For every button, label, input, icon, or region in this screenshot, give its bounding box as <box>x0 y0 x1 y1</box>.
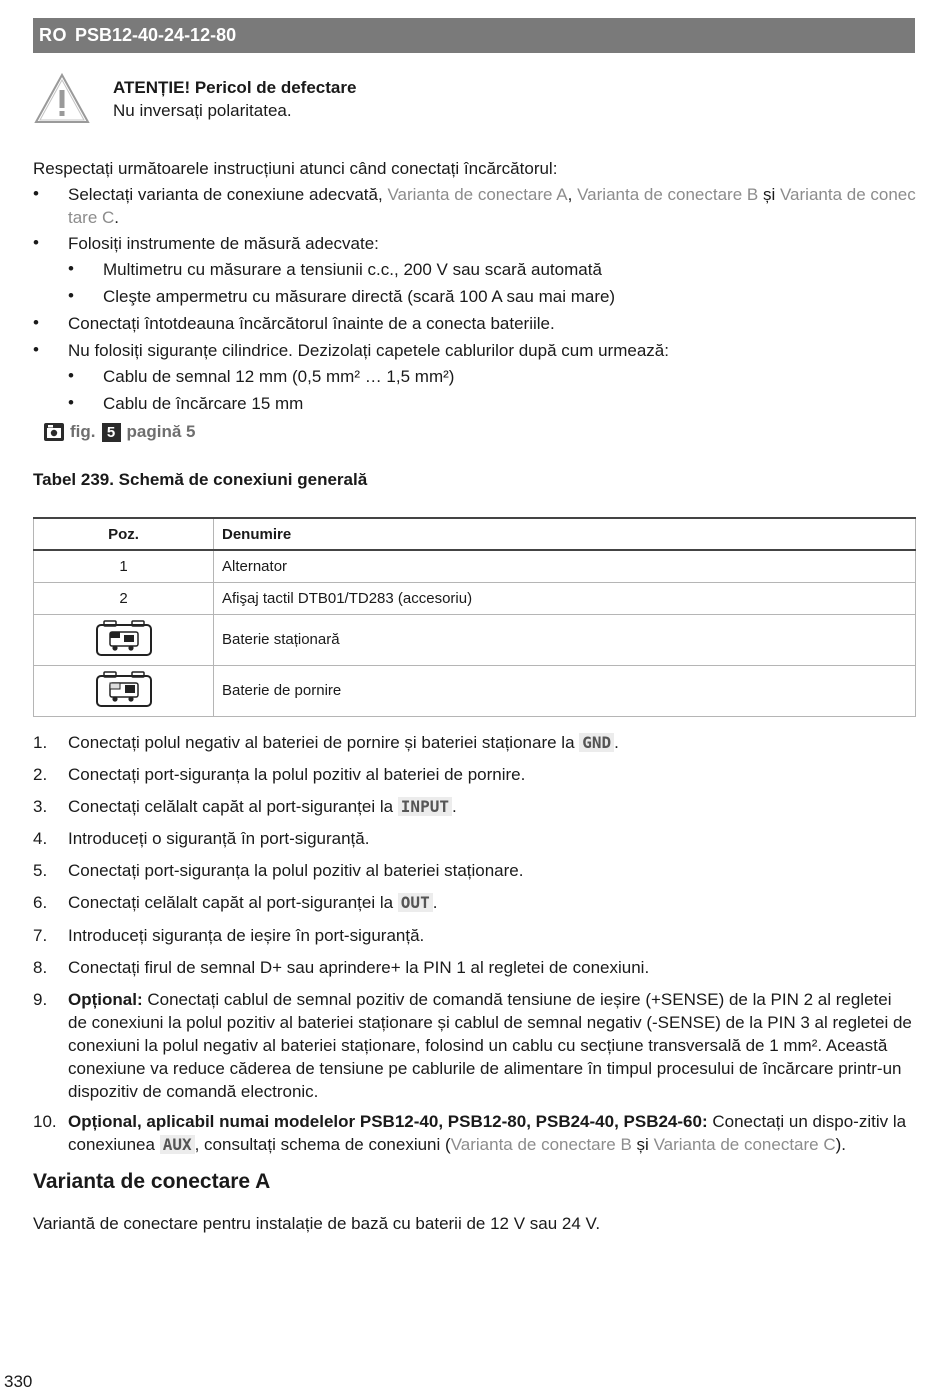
link-variant-c-cont[interactable]: tare C <box>68 208 115 227</box>
table-cell-name: Afişaj tactil DTB01/TD283 (accesoriu) <box>214 582 916 614</box>
figure-reference[interactable] <box>43 422 195 442</box>
terminal-out: OUT <box>398 893 433 912</box>
step-number: 9. <box>33 990 48 1009</box>
step-number: 2. <box>33 765 48 784</box>
section-text: Variantă de conectare pentru instalație de bază cu baterii de 12 V sau 24 V. <box>33 1214 601 1233</box>
step-number: 3. <box>33 797 48 816</box>
table-cell-pos <box>34 614 214 665</box>
link-variant-a[interactable]: Varianta de conectare A <box>387 185 568 204</box>
warning-title: ATENȚIE! Pericol de defectare <box>113 78 357 97</box>
intro-text: Respectați următoarele instrucțiuni atunci când conectați încărcătorul: <box>33 159 558 178</box>
table-caption: Tabel 239. Schemă de conexiuni generală <box>33 470 368 489</box>
warning-text: Nu inversați polaritatea. <box>113 101 292 120</box>
table-header-pos: Poz. <box>34 518 214 550</box>
table-row <box>34 665 916 716</box>
language-code: RO <box>39 25 67 45</box>
step-number: 10. <box>33 1112 57 1131</box>
connection-table <box>33 517 916 717</box>
model-number: PSB12-40-24-12-80 <box>75 25 237 45</box>
page-header <box>33 18 915 53</box>
bullet-connection-variant: Selectați varianta de conexiune adecvată, Varianta de conectare A, Varianta de conectare B și Varianta de conec tare C. <box>68 185 916 227</box>
bullet-fuses: Nu folosiți siguranțe cilindrice. Dezizolați capetele cablurilor după cum urmează: <box>68 341 669 360</box>
table-cell-name: Alternator <box>214 550 916 582</box>
link-variant-b[interactable]: Varianta de conectare B <box>577 185 759 204</box>
step-number: 5. <box>33 861 48 880</box>
link-variant-b[interactable]: Varianta de conectare B <box>450 1135 632 1154</box>
table-cell-name: Baterie de pornire <box>214 665 916 716</box>
sub-bullet-dot: • <box>68 259 74 278</box>
sub-bullet-clamp-meter: Cleşte ampermetru cu măsurare directă (scară 100 A sau mai mare) <box>103 287 616 306</box>
bullet-connect-charger: Conectați întotdeauna încărcătorul înainte de a conecta bateriile. <box>68 314 555 333</box>
table-cell-pos <box>34 665 214 716</box>
step-number: 4. <box>33 829 48 848</box>
table-cell-pos: 2 <box>34 582 214 614</box>
link-variant-c[interactable]: Varianta de conec <box>779 185 916 204</box>
camera-icon <box>43 422 65 442</box>
table-cell-name: Baterie staționară <box>214 614 916 665</box>
bullet-dot: • <box>33 184 39 203</box>
optional-label: Opțional: <box>68 990 143 1009</box>
sub-bullet-dot: • <box>68 366 74 385</box>
stationary-battery-icon <box>95 619 153 657</box>
warning-triangle-icon <box>33 72 91 126</box>
bullet-dot: • <box>33 233 39 252</box>
step-number: 1. <box>33 733 48 752</box>
bullet-dot: • <box>33 340 39 359</box>
starter-battery-icon <box>95 670 153 708</box>
step-number: 7. <box>33 926 48 945</box>
table-header-name: Denumire <box>214 518 916 550</box>
figure-page: pagină 5 <box>126 422 196 441</box>
step-number: 6. <box>33 893 48 912</box>
sub-bullet-signal-cable: Cablu de semnal 12 mm (0,5 mm² … 1,5 mm²) <box>103 367 455 386</box>
table-row <box>34 550 916 582</box>
table-row <box>34 582 916 614</box>
terminal-input: INPUT <box>398 797 452 816</box>
optional-label: Opțional, aplicabil numai modelelor PSB12-40, PSB12-80, PSB24-40, PSB24-60: <box>68 1112 708 1131</box>
sub-bullet-multimeter: Multimetru cu măsurare a tensiunii c.c., 200 V sau scară automată <box>103 260 602 279</box>
terminal-aux: AUX <box>160 1135 195 1154</box>
link-variant-c[interactable]: Varianta de conectare C <box>653 1135 836 1154</box>
sub-bullet-dot: • <box>68 393 74 412</box>
terminal-gnd: GND <box>579 733 614 752</box>
warning-block <box>33 72 913 132</box>
page-number: 330 <box>4 1372 33 1391</box>
sub-bullet-dot: • <box>68 286 74 305</box>
figure-label: fig. <box>70 422 96 441</box>
bullet-dot: • <box>33 313 39 332</box>
sub-bullet-charge-cable: Cablu de încărcare 15 mm <box>103 394 304 413</box>
bullet-instruments: Folosiți instrumente de măsură adecvate: <box>68 234 379 253</box>
section-heading: Varianta de conectare A <box>33 1170 271 1193</box>
figure-number: 5 <box>102 423 121 442</box>
step-number: 8. <box>33 958 48 977</box>
table-header-row <box>34 518 916 550</box>
table-cell-pos: 1 <box>34 550 214 582</box>
table-row <box>34 614 916 665</box>
